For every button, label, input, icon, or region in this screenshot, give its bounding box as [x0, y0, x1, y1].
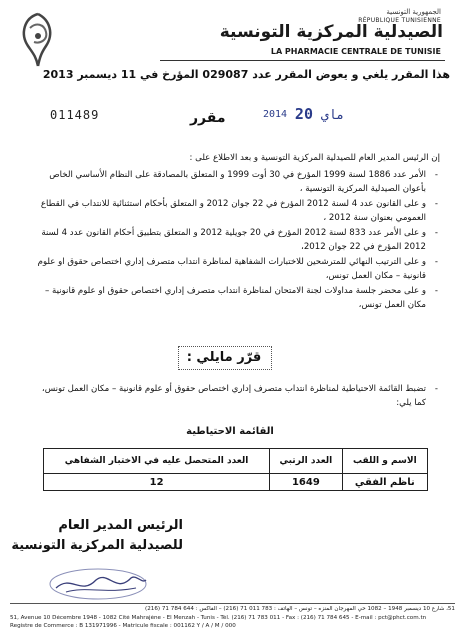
signature-organization: للصيدلية المركزية التونسية — [11, 538, 183, 553]
reserve-list-table — [43, 448, 428, 491]
article-list — [30, 382, 438, 410]
date-day: 20 — [294, 105, 313, 123]
date-year: 2014 — [263, 109, 288, 120]
pct-logo-icon — [14, 8, 62, 72]
cell-oral-score: 12 — [44, 474, 270, 491]
table-row — [44, 474, 428, 491]
footer-address-arabic: 51، شارع 10 ديسمبر 1948 – 1082 حي المهرجان المنزه – تونس – الهاتف : 783 011 71 (216) – الفاكس : 644 784 71 (216) — [145, 606, 455, 612]
date-month: ماي — [320, 108, 345, 123]
republic-french: RÉPUBLIQUE TUNISIENNE — [358, 17, 441, 24]
date-stamp — [263, 105, 344, 123]
table-header-row — [44, 449, 428, 474]
consideration-item: - و على محضر جلسة مداولات لجنة الامتحان لمناظرة انتداب متصرف إداري اختصاص حقوق او علوم قانونية – مكان العمل تونس، — [30, 284, 438, 312]
consideration-item: - و على القانون عدد 4 لسنة 2012 المؤرخ في 22 جوان 2012 و المتعلق بأحكام استثنائية للانتداب في القطاع العمومي بعنوان سنة 2012 ، — [30, 197, 438, 225]
footer-divider — [10, 603, 455, 604]
decision-number-stamp: 011489 — [50, 108, 100, 122]
decides-heading: قرّر مايلي : — [186, 350, 262, 365]
consideration-item: - و على الأمر عدد 833 لسنة 2012 المؤرخ في 20 جويلية 2012 و المتعلق بتطبيق أحكام القانون عدد 4 لسنة 2012 المؤرخ في 22 جوان 2012، — [30, 226, 438, 254]
header-divider — [160, 60, 445, 61]
cell-rank-number: 1649 — [270, 474, 342, 491]
considerations-list — [30, 168, 438, 313]
footer-address-french: 51, Avenue 10 Décembre 1948 - 1082 Cité Mahrajène - El Menzah - Tunis - Tél. (216) 71 783 011 - Fax : (216) 71 784 645 - E-mail : pct@phct.com.tn — [10, 615, 427, 621]
signature-block — [3, 516, 183, 556]
column-header-name: الاسم و اللقب — [342, 449, 427, 474]
footer-registration: Registre de Commerce : B 131971996 - Matricule fiscale : 001162 Y / A / M / 000 — [10, 623, 236, 629]
organization-arabic-name: الصيدلية المركزية التونسية — [219, 22, 443, 42]
signature-stamp-icon — [46, 566, 151, 602]
signature-title: الرئيس المدير العام — [58, 518, 183, 533]
organization-french-name: LA PHARMACIE CENTRALE DE TUNISIE — [270, 47, 441, 56]
consideration-item: - و على الترتيب النهائي للمترشحين للاختبارات الشفاهية لمناظرة انتداب متصرف إداري اختصاص حقوق او علوم قانونية – مكان العمل تونس، — [30, 255, 438, 283]
cell-name: ناظم الفقي — [342, 474, 427, 491]
consideration-item: - الأمر عدد 1886 لسنة 1999 المؤرخ في 30 أوت 1999 و المتعلق بالمصادقة على النظام الأساسي الخاص بأعوان الصيدلية المركزية التونسية ، — [30, 168, 438, 196]
decision-heading: مقرر — [190, 110, 226, 126]
column-header-rank-number: العدد الرتبي — [270, 449, 342, 474]
annulment-notice: هذا المقرر يلغي و يعوض المقرر عدد 029087 المؤرخ في 11 ديسمبر 2013 — [42, 68, 450, 81]
intro-text: إن الرئيس المدير العام للصيدلية المركزية التونسية و بعد الاطلاع على : — [189, 153, 440, 163]
article-text: - تضبط القائمة الاحتياطية لمناظرة انتداب متصرف إداري اختصاص حقوق أو علوم قانونية – مكان العمل تونس، كما يلي: — [30, 382, 438, 410]
republic-arabic: الجمهورية التونسية — [386, 8, 441, 16]
column-header-oral-score: العدد المتحصل عليه في الاختبار الشفاهي — [44, 449, 270, 474]
reserve-list-title: القائمة الاحتياطية — [186, 426, 274, 437]
